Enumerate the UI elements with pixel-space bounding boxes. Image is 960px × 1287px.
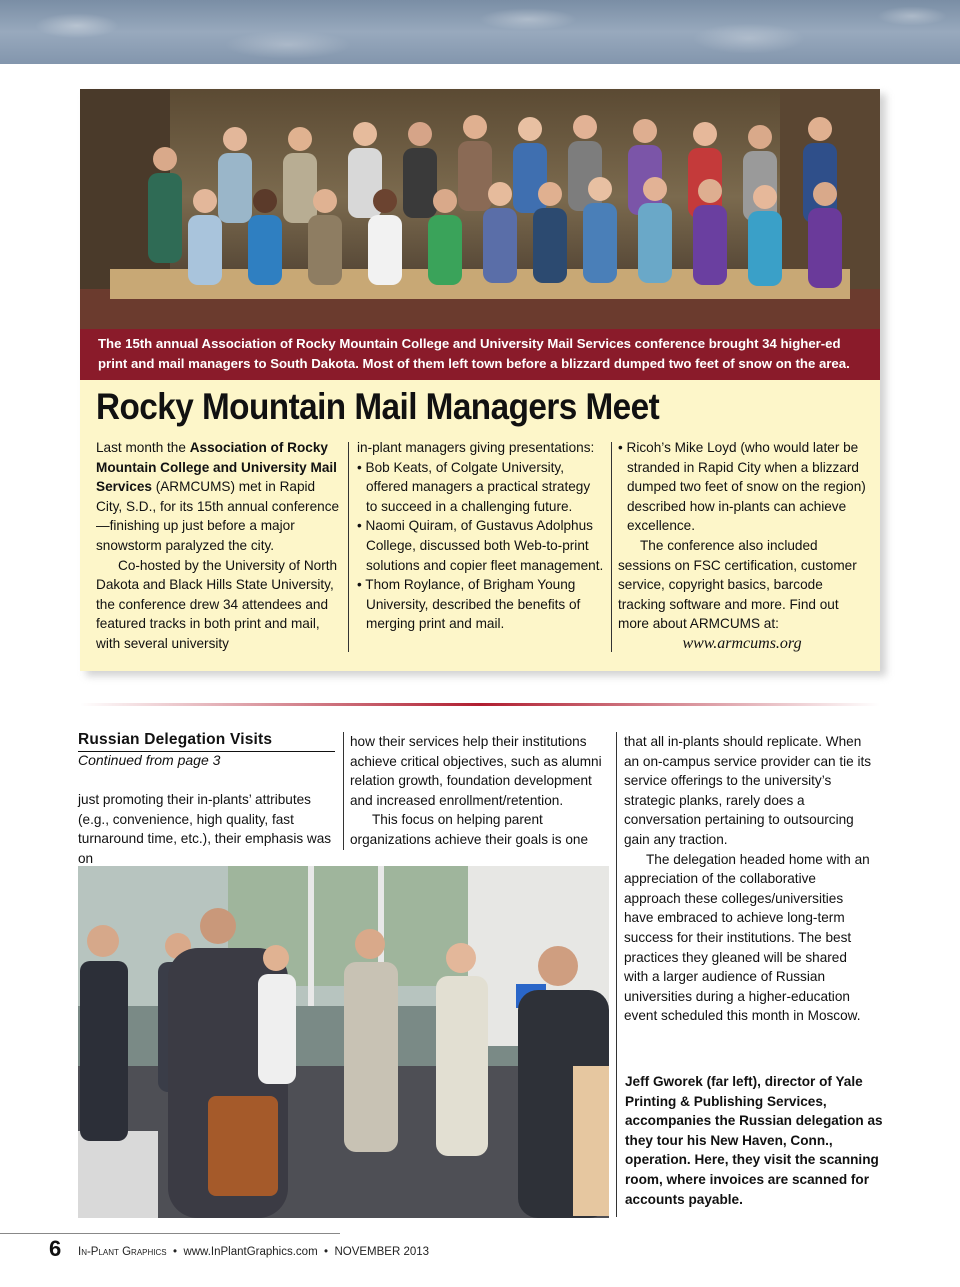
article-column-2 — [350, 732, 608, 850]
presenter-bullet: • Thom Roylance, of Brigham Young University, described the benefits of merging print and mail. — [357, 577, 581, 632]
column-rule — [343, 732, 344, 850]
feature-paragraph-3: The conference also included sessions on FSC certification, customer service, copyright basics, barcode tracking software and more. Find out more about ARMCUMS at: — [618, 537, 857, 632]
feature-headline: Rocky Mountain Mail Managers Meet — [96, 386, 660, 427]
delegation-photo — [78, 866, 609, 1218]
section-divider — [80, 703, 880, 706]
article-title: Russian Delegation Visits — [78, 731, 273, 748]
website-link[interactable]: www.InPlantGraphics.com — [183, 1246, 318, 1258]
armcums-url-link[interactable]: www.armcums.org — [682, 634, 802, 652]
article-column-3 — [624, 732, 874, 1026]
article-paragraph: The delegation headed home with an appreciation of the collaborative approach these colleges/universities have embraced to achieve long-term success for their institutions. The best practices they gleaned will be shared with a larger audience of Russian universities during a higher-education event scheduled this month in Moscow. — [624, 851, 870, 1024]
feature-column-3 — [618, 438, 866, 654]
publication-name: In-Plant Graphics — [78, 1246, 167, 1258]
footer-bullet: • — [173, 1246, 178, 1258]
column-rule — [348, 442, 349, 652]
footer-rule — [0, 1233, 340, 1234]
delegation-photo-caption: Jeff Gworek (far left), director of Yale Printing & Publishing Services, accompanies the Russian delegation as they tour his New Haven, Conn., operation. Here, they visit the scanning room, where invoices are scanned for accounts payable. — [625, 1074, 883, 1207]
feature-column-2 — [357, 438, 605, 634]
article-paragraph: just promoting their in-plants’ attributes (e.g., convenience, high quality, fast turnaround time, etc.), their emphasis was on — [78, 792, 332, 866]
article-column-1 — [78, 790, 336, 868]
feature-column-1 — [96, 438, 344, 654]
article-paragraph: how their services help their institutions achieve critical objectives, such as alumni relation growth, foundation development and increased enrollment/retention. — [350, 734, 602, 808]
continued-from-line: Continued from page 3 — [78, 752, 221, 768]
footer-line — [78, 1246, 429, 1258]
issue-date: NOVEMBER 2013 — [334, 1246, 430, 1258]
page-number: 6 — [49, 1236, 62, 1261]
presenter-bullet: • Naomi Quiram, of Gustavus Adolphus College, discussed both Web-to-print solutions and copier fleet management. — [357, 518, 604, 573]
footer-bullet: • — [324, 1246, 329, 1258]
column-rule — [611, 442, 612, 652]
top-banner — [0, 0, 960, 64]
feature-paragraph-1: Last month the Association of Rocky Mountain College and University Mail Services (ARMCUMS) met in Rapid City, S.D., for its 15th annual conference—finishing up just before a major snowstorm paralyzed the city. — [96, 440, 340, 553]
column-rule — [616, 732, 617, 1217]
article-paragraph: that all in-plants should replicate. When an on-campus service provider can tie its service offerings to the university’s strategic planks, rarely does a conversation pertaining to outsourcing gain any traction. — [624, 734, 872, 847]
article-paragraph: This focus on helping parent organizations achieve their goals is one — [350, 812, 589, 847]
group-photo — [80, 89, 880, 329]
presenters-lead: in-plant managers giving presentations: — [357, 440, 595, 455]
group-photo-caption: The 15th annual Association of Rocky Mountain College and University Mail Services conference brought 34 higher-ed print and mail managers to South Dakota. Most of them left town before a blizzard dumped two feet of snow on the area. — [80, 329, 880, 380]
presenter-bullet: • Bob Keats, of Colgate University, offered managers a practical strategy to succeed in a challenging future. — [357, 459, 591, 514]
feature-paragraph-2: Co-hosted by the University of North Dakota and Black Hills State University, the conference drew 34 attendees and featured tracks in both print and mail, with several university — [96, 557, 338, 651]
presenter-bullet: • Ricoh’s Mike Loyd (who would later be stranded in Rapid City when a blizzard dumped two feet of snow on the region) described how in-plants can achieve excellence. — [618, 440, 866, 534]
